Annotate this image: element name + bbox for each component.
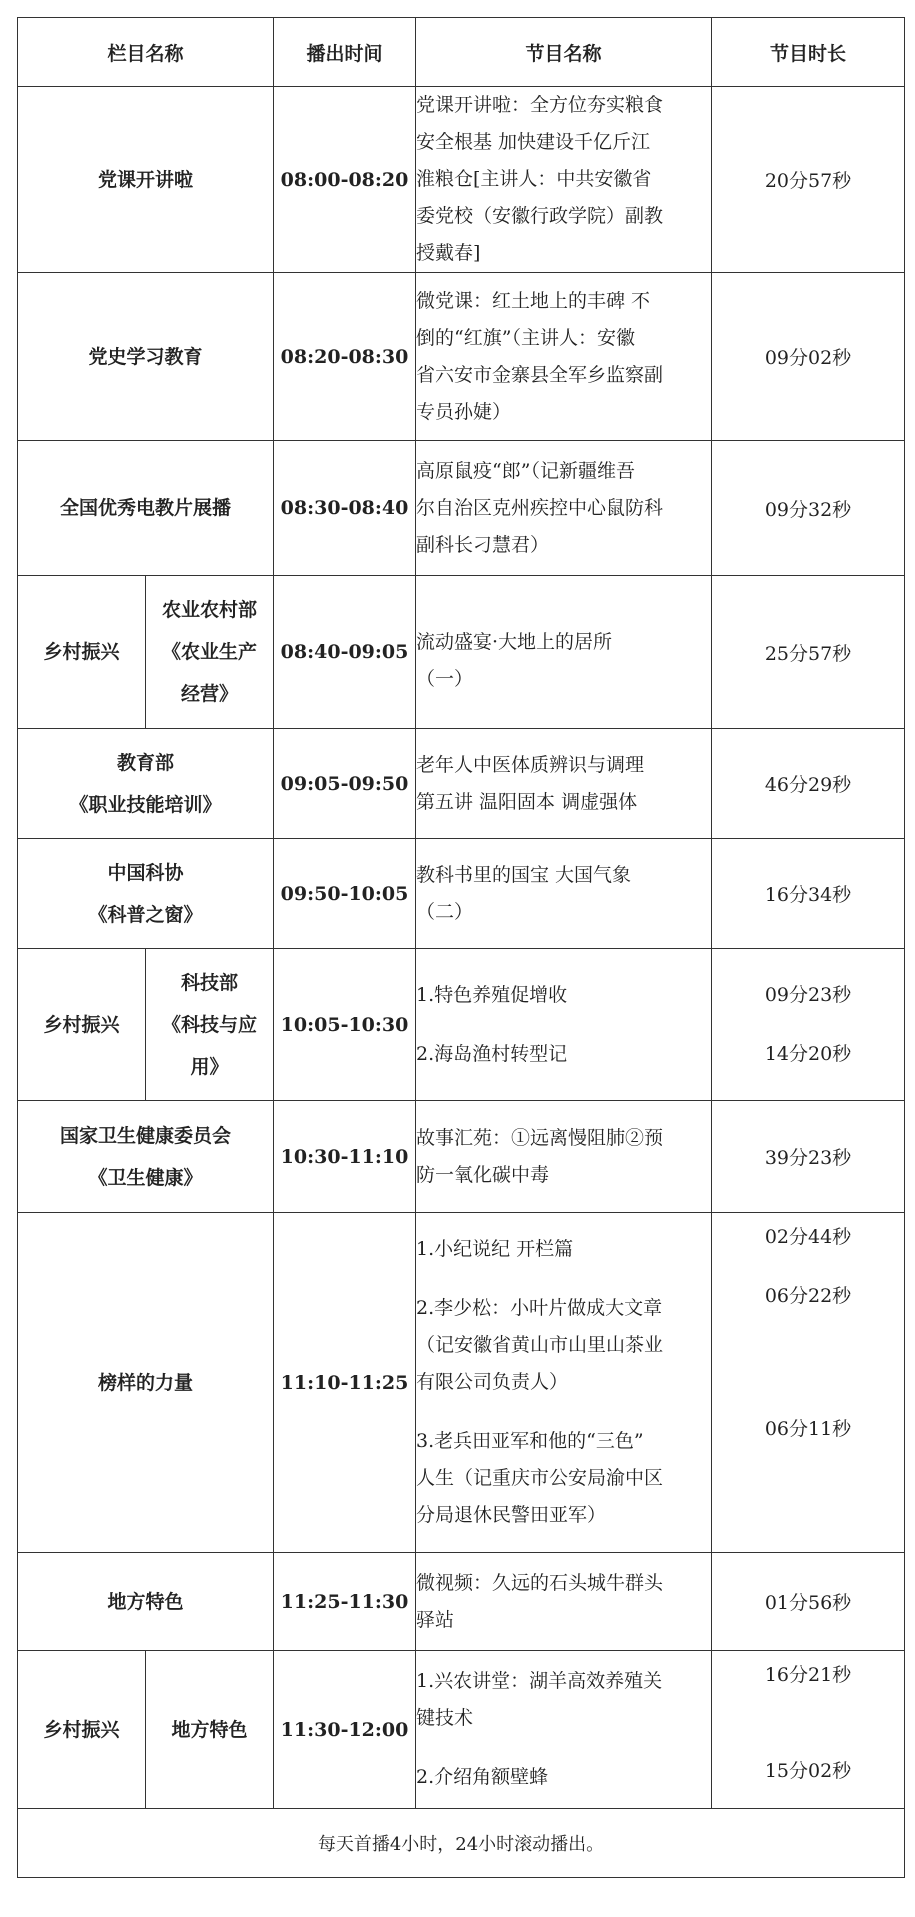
table-row	[18, 839, 905, 949]
duration-cell: 09分02秒	[712, 273, 905, 441]
air-time-cell: 11:30-12:00	[274, 1651, 416, 1809]
duration-cell: 20分57秒	[712, 87, 905, 273]
column-sub-line: 科技部	[181, 971, 239, 994]
air-time-cell: 08:00-08:20	[274, 87, 416, 273]
column-main-cell: 乡村振兴	[18, 576, 146, 729]
program-line: 老年人中医体质辨识与调理	[416, 753, 645, 776]
program-line: 分局退休民警田亚军）	[416, 1504, 607, 1526]
duration-cell	[712, 1651, 905, 1809]
duration-cell: 01分56秒	[712, 1553, 905, 1651]
program-cell	[416, 1651, 712, 1809]
table-row	[18, 273, 905, 441]
program-line: 高原鼠疫“郎”（记新疆维吾	[416, 459, 635, 482]
column-sub-cell	[146, 576, 274, 729]
duration-value: 15分02秒	[764, 1760, 852, 1782]
program-line: 驿站	[416, 1608, 455, 1631]
air-time-cell: 10:05-10:30	[274, 949, 416, 1101]
program-cell	[416, 949, 712, 1101]
schedule-table	[17, 17, 905, 1878]
air-time-cell: 10:30-11:10	[274, 1101, 416, 1213]
column-name-cell: 地方特色	[18, 1553, 274, 1651]
footer-note: 每天首播4小时，24小时滚动播出。	[18, 1809, 905, 1878]
table-row	[18, 576, 905, 729]
column-sub-line: 用》	[190, 1055, 229, 1078]
program-cell	[416, 1213, 712, 1553]
air-time-cell: 08:20-08:30	[274, 273, 416, 441]
header-row	[18, 18, 905, 87]
program-cell	[416, 839, 712, 949]
duration-value: 06分22秒	[764, 1285, 852, 1307]
header-air-time: 播出时间	[274, 18, 416, 87]
duration-value: 06分11秒	[764, 1418, 852, 1440]
air-time-cell: 08:30-08:40	[274, 441, 416, 576]
column-sub-line: 农业农村部	[162, 599, 258, 621]
program-line: 专员孙婕）	[416, 400, 512, 423]
duration-cell	[712, 1213, 905, 1553]
program-line: 倒的“红旗”（主讲人：安徽	[416, 326, 635, 349]
program-line: 第五讲 温阳固本 调虚强体	[416, 790, 638, 813]
program-line: 1.特色养殖促增收	[416, 983, 568, 1006]
program-line: （记安徽省黄山市山里山茶业	[416, 1334, 664, 1356]
program-line: 尔自治区克州疾控中心鼠防科	[416, 496, 664, 519]
program-line: 微党课：红土地上的丰碑 不	[416, 289, 651, 312]
duration-cell: 39分23秒	[712, 1101, 905, 1213]
column-name-line: 国家卫生健康委员会	[60, 1124, 232, 1147]
program-cell	[416, 87, 712, 273]
column-name-cell: 党课开讲啦	[18, 87, 274, 273]
column-name-cell: 榜样的力量	[18, 1213, 274, 1553]
table-row	[18, 87, 905, 273]
duration-cell: 46分29秒	[712, 729, 905, 839]
program-cell	[416, 1101, 712, 1213]
column-name-line: 中国科协	[107, 861, 184, 884]
column-name-line: 《科普之窗》	[88, 903, 203, 926]
header-column-name: 栏目名称	[18, 18, 274, 87]
column-name-cell	[18, 1101, 274, 1213]
program-line: 2.介绍角额壁蜂	[416, 1766, 549, 1788]
column-name-line: 教育部	[117, 751, 175, 774]
program-line: 授戴春]	[416, 242, 481, 264]
program-line: 3.老兵田亚军和他的“三色”	[416, 1430, 644, 1452]
program-line: 2.李少松：小叶片做成大文章	[416, 1297, 663, 1319]
table-row	[18, 729, 905, 839]
header-program-name: 节目名称	[416, 18, 712, 87]
program-line: 安全根基 加快建设千亿斤江	[416, 131, 651, 153]
program-line: 故事汇苑：①远离慢阻肺②预	[416, 1126, 664, 1149]
program-line: 淮粮仓[主讲人：中共安徽省	[416, 168, 652, 190]
column-sub-line: 《科技与应	[162, 1013, 258, 1036]
program-line: 省六安市金寨县全军乡监察副	[416, 363, 664, 386]
air-time-cell: 08:40-09:05	[274, 576, 416, 729]
program-line: 流动盛宴·大地上的居所	[416, 631, 613, 653]
column-sub-cell: 地方特色	[146, 1651, 274, 1809]
air-time-cell: 11:25-11:30	[274, 1553, 416, 1651]
program-line: 教科书里的国宝 大国气象	[416, 863, 632, 886]
program-line: 人生（记重庆市公安局渝中区	[416, 1467, 664, 1489]
program-line: 1.兴农讲堂：湖羊高效养殖关	[416, 1670, 663, 1692]
column-name-cell	[18, 729, 274, 839]
column-sub-line: 经营》	[181, 683, 239, 705]
program-line: 党课开讲啦：全方位夯实粮食	[416, 94, 664, 116]
table-row	[18, 1651, 905, 1809]
program-cell	[416, 1553, 712, 1651]
footer-row	[18, 1809, 905, 1878]
program-line: 委党校（安徽行政学院）副教	[416, 205, 664, 227]
table-row	[18, 441, 905, 576]
duration-value: 16分21秒	[764, 1664, 852, 1686]
table-row	[18, 1553, 905, 1651]
program-line: 防一氧化碳中毒	[416, 1163, 550, 1186]
program-cell	[416, 576, 712, 729]
column-sub-line: 《农业生产	[162, 641, 258, 663]
program-cell	[416, 729, 712, 839]
duration-cell: 16分34秒	[712, 839, 905, 949]
column-name-cell: 全国优秀电教片展播	[18, 441, 274, 576]
column-name-cell: 党史学习教育	[18, 273, 274, 441]
air-time-cell: 09:05-09:50	[274, 729, 416, 839]
air-time-cell: 09:50-10:05	[274, 839, 416, 949]
program-line: 1.小纪说纪 开栏篇	[416, 1238, 574, 1260]
program-line: 副科长刁慧君）	[416, 533, 550, 556]
column-main-cell: 乡村振兴	[18, 949, 146, 1101]
program-line: （一）	[416, 668, 474, 690]
duration-value: 14分20秒	[764, 1042, 852, 1065]
header-duration: 节目时长	[712, 18, 905, 87]
duration-cell	[712, 949, 905, 1101]
program-line: 键技术	[416, 1707, 474, 1729]
table-row	[18, 949, 905, 1101]
table-row	[18, 1101, 905, 1213]
program-line: 有限公司负责人）	[416, 1371, 569, 1393]
air-time-cell: 11:10-11:25	[274, 1213, 416, 1553]
duration-cell: 09分32秒	[712, 441, 905, 576]
column-name-line: 《卫生健康》	[88, 1166, 203, 1189]
column-name-cell	[18, 839, 274, 949]
program-line: 2.海岛渔村转型记	[416, 1042, 568, 1065]
column-sub-cell	[146, 949, 274, 1101]
column-name-line: 《职业技能培训》	[69, 793, 222, 816]
column-main-cell: 乡村振兴	[18, 1651, 146, 1809]
duration-value: 02分44秒	[764, 1226, 852, 1248]
duration-value: 09分23秒	[764, 983, 852, 1006]
program-line: （二）	[416, 900, 474, 923]
program-cell	[416, 273, 712, 441]
table-row	[18, 1213, 905, 1553]
program-line: 微视频：久远的石头城牛群头	[416, 1571, 664, 1594]
program-cell	[416, 441, 712, 576]
duration-cell: 25分57秒	[712, 576, 905, 729]
